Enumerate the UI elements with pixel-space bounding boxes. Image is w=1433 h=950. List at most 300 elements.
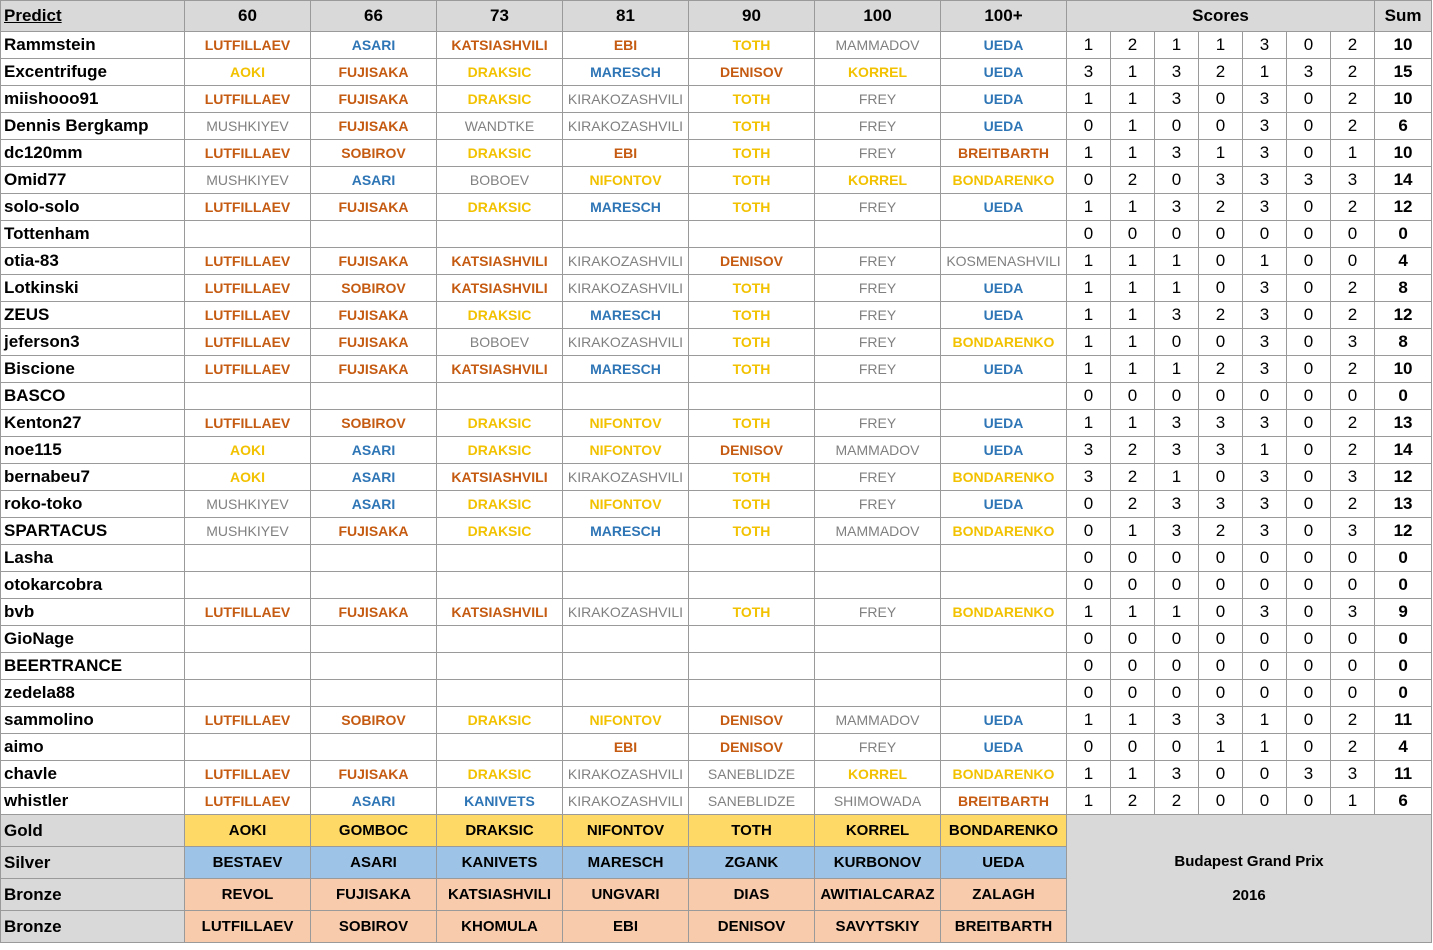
prediction-cell: DENISOV <box>689 734 815 761</box>
sum-cell: 0 <box>1375 383 1432 410</box>
prediction-cell <box>185 545 311 572</box>
table-row <box>1 653 1432 680</box>
score-cell: 1 <box>1067 86 1111 113</box>
player-name: Omid77 <box>1 167 185 194</box>
prediction-cell: NIFONTOV <box>563 167 689 194</box>
score-cell: 0 <box>1287 599 1331 626</box>
prediction-cell: KATSIASHVILI <box>437 248 563 275</box>
score-cell: 0 <box>1067 491 1111 518</box>
prediction-cell: UEDA <box>941 707 1067 734</box>
score-cell: 1 <box>1111 248 1155 275</box>
prediction-cell: KORREL <box>815 167 941 194</box>
prediction-cell <box>311 653 437 680</box>
prediction-cell <box>941 221 1067 248</box>
prediction-cell: KANIVETS <box>437 788 563 815</box>
score-cell: 0 <box>1331 653 1375 680</box>
score-cell: 1 <box>1199 734 1243 761</box>
score-cell: 0 <box>1287 410 1331 437</box>
prediction-cell: DRAKSIC <box>437 707 563 734</box>
sum-cell: 6 <box>1375 788 1432 815</box>
player-name: noe115 <box>1 437 185 464</box>
score-cell: 1 <box>1243 707 1287 734</box>
score-cell: 2 <box>1331 59 1375 86</box>
prediction-cell: DRAKSIC <box>437 761 563 788</box>
score-cell: 1 <box>1155 32 1199 59</box>
prediction-cell <box>563 653 689 680</box>
prediction-cell: KIRAKOZASHVILI <box>563 599 689 626</box>
score-cell: 0 <box>1287 86 1331 113</box>
sum-cell: 12 <box>1375 518 1432 545</box>
sum-cell: 0 <box>1375 626 1432 653</box>
prediction-cell <box>185 221 311 248</box>
score-cell: 1 <box>1067 329 1111 356</box>
table-row <box>1 761 1432 788</box>
score-cell: 0 <box>1331 221 1375 248</box>
score-cell: 0 <box>1155 383 1199 410</box>
player-name: BASCO <box>1 383 185 410</box>
prediction-cell: TOTH <box>689 518 815 545</box>
prediction-cell: FUJISAKA <box>311 59 437 86</box>
score-cell: 0 <box>1287 329 1331 356</box>
score-cell: 1 <box>1067 275 1111 302</box>
player-name: ZEUS <box>1 302 185 329</box>
prediction-cell: EBI <box>563 32 689 59</box>
score-cell: 0 <box>1243 572 1287 599</box>
table-row <box>1 599 1432 626</box>
score-cell: 0 <box>1199 626 1243 653</box>
prediction-cell <box>815 545 941 572</box>
prediction-cell <box>815 626 941 653</box>
score-cell: 0 <box>1155 221 1199 248</box>
table-row <box>1 410 1432 437</box>
sum-cell: 0 <box>1375 653 1432 680</box>
prediction-cell: BOBOEV <box>437 329 563 356</box>
score-cell: 0 <box>1287 518 1331 545</box>
prediction-cell <box>689 572 815 599</box>
score-cell: 1 <box>1199 32 1243 59</box>
score-cell: 0 <box>1331 248 1375 275</box>
score-cell: 0 <box>1199 113 1243 140</box>
score-cell: 0 <box>1111 626 1155 653</box>
prediction-cell: FREY <box>815 410 941 437</box>
prediction-cell: BONDARENKO <box>941 761 1067 788</box>
score-cell: 0 <box>1243 626 1287 653</box>
player-name: BEERTRANCE <box>1 653 185 680</box>
prediction-cell: FREY <box>815 356 941 383</box>
prediction-cell <box>437 383 563 410</box>
prediction-cell: FREY <box>815 302 941 329</box>
sum-cell: 10 <box>1375 86 1432 113</box>
prediction-cell: FREY <box>815 275 941 302</box>
prediction-cell: AOKI <box>185 437 311 464</box>
player-name: roko-toko <box>1 491 185 518</box>
score-cell: 3 <box>1331 518 1375 545</box>
prediction-cell <box>563 383 689 410</box>
score-cell: 3 <box>1155 59 1199 86</box>
score-cell: 2 <box>1199 302 1243 329</box>
table-row <box>1 680 1432 707</box>
result-row-gold <box>1 815 1432 847</box>
score-cell: 2 <box>1331 734 1375 761</box>
prediction-cell: KATSIASHVILI <box>437 32 563 59</box>
medal-winner-cell: UEDA <box>941 847 1067 879</box>
prediction-cell <box>815 572 941 599</box>
score-cell: 1 <box>1243 437 1287 464</box>
table-row <box>1 302 1432 329</box>
player-name: aimo <box>1 734 185 761</box>
prediction-cell: FUJISAKA <box>311 599 437 626</box>
score-cell: 1 <box>1111 410 1155 437</box>
score-cell: 3 <box>1155 86 1199 113</box>
sum-cell: 0 <box>1375 680 1432 707</box>
score-cell: 0 <box>1155 734 1199 761</box>
sum-cell: 8 <box>1375 329 1432 356</box>
score-cell: 0 <box>1199 464 1243 491</box>
prediction-cell: KORREL <box>815 59 941 86</box>
medal-winner-cell: AOKI <box>185 815 311 847</box>
score-cell: 3 <box>1155 302 1199 329</box>
score-cell: 2 <box>1331 194 1375 221</box>
score-cell: 0 <box>1331 572 1375 599</box>
prediction-cell: FREY <box>815 599 941 626</box>
score-cell: 1 <box>1067 410 1111 437</box>
player-name: whistler <box>1 788 185 815</box>
event-title <box>1067 815 1432 943</box>
sum-cell: 0 <box>1375 572 1432 599</box>
score-cell: 0 <box>1287 491 1331 518</box>
score-cell: 0 <box>1287 275 1331 302</box>
prediction-cell <box>563 572 689 599</box>
prediction-cell: BREITBARTH <box>941 788 1067 815</box>
score-cell: 3 <box>1155 140 1199 167</box>
prediction-cell: MAMMADOV <box>815 518 941 545</box>
medal-winner-cell: MARESCH <box>563 847 689 879</box>
medal-winner-cell: REVOL <box>185 879 311 911</box>
table-row <box>1 572 1432 599</box>
score-cell: 3 <box>1287 59 1331 86</box>
score-cell: 3 <box>1243 518 1287 545</box>
score-cell: 3 <box>1287 761 1331 788</box>
score-cell: 2 <box>1331 113 1375 140</box>
medal-winner-cell: KURBONOV <box>815 847 941 879</box>
prediction-cell: FREY <box>815 194 941 221</box>
prediction-cell: KOSMENASHVILI <box>941 248 1067 275</box>
prediction-cell: DRAKSIC <box>437 302 563 329</box>
prediction-cell <box>311 572 437 599</box>
prediction-cell <box>437 545 563 572</box>
score-cell: 3 <box>1067 437 1111 464</box>
prediction-cell: FUJISAKA <box>311 302 437 329</box>
score-cell: 0 <box>1287 194 1331 221</box>
score-cell: 0 <box>1199 221 1243 248</box>
prediction-cell <box>689 383 815 410</box>
score-cell: 3 <box>1243 113 1287 140</box>
prediction-cell: DENISOV <box>689 437 815 464</box>
score-cell: 2 <box>1199 356 1243 383</box>
prediction-cell <box>437 221 563 248</box>
medal-winner-cell: DRAKSIC <box>437 815 563 847</box>
prediction-cell: KATSIASHVILI <box>437 356 563 383</box>
prediction-cell: UEDA <box>941 491 1067 518</box>
score-cell: 3 <box>1199 707 1243 734</box>
prediction-cell: TOTH <box>689 32 815 59</box>
prediction-cell: KIRAKOZASHVILI <box>563 248 689 275</box>
medal-winner-cell: DENISOV <box>689 911 815 943</box>
prediction-cell: UEDA <box>941 113 1067 140</box>
score-cell: 3 <box>1243 410 1287 437</box>
prediction-cell: UEDA <box>941 437 1067 464</box>
score-cell: 1 <box>1067 761 1111 788</box>
prediction-cell: TOTH <box>689 113 815 140</box>
prediction-cell: FREY <box>815 491 941 518</box>
score-cell: 1 <box>1155 275 1199 302</box>
prediction-cell: FREY <box>815 86 941 113</box>
score-cell: 0 <box>1067 680 1111 707</box>
player-name: bernabeu7 <box>1 464 185 491</box>
sum-cell: 12 <box>1375 464 1432 491</box>
score-cell: 3 <box>1199 410 1243 437</box>
prediction-cell: MARESCH <box>563 302 689 329</box>
score-cell: 2 <box>1111 788 1155 815</box>
player-name: bvb <box>1 599 185 626</box>
prediction-cell: MUSHKIYEV <box>185 491 311 518</box>
score-cell: 1 <box>1111 86 1155 113</box>
medal-winner-cell: KHOMULA <box>437 911 563 943</box>
prediction-cell: TOTH <box>689 329 815 356</box>
score-cell: 0 <box>1199 329 1243 356</box>
score-cell: 1 <box>1243 59 1287 86</box>
score-cell: 0 <box>1287 302 1331 329</box>
predictions-body <box>1 32 1432 815</box>
weight-header: 60 <box>185 1 311 32</box>
score-cell: 1 <box>1111 275 1155 302</box>
prediction-cell <box>815 680 941 707</box>
score-cell: 1 <box>1243 734 1287 761</box>
score-cell: 0 <box>1331 383 1375 410</box>
score-cell: 0 <box>1199 572 1243 599</box>
score-cell: 0 <box>1243 788 1287 815</box>
prediction-cell: BONDARENKO <box>941 464 1067 491</box>
prediction-cell: TOTH <box>689 194 815 221</box>
prediction-cell <box>185 653 311 680</box>
score-cell: 1 <box>1243 248 1287 275</box>
score-cell: 0 <box>1111 221 1155 248</box>
score-cell: 1 <box>1067 32 1111 59</box>
score-cell: 1 <box>1111 194 1155 221</box>
score-cell: 0 <box>1111 572 1155 599</box>
score-cell: 3 <box>1243 140 1287 167</box>
table-row <box>1 437 1432 464</box>
prediction-cell: LUTFILLAEV <box>185 302 311 329</box>
score-cell: 0 <box>1155 113 1199 140</box>
player-name: Lasha <box>1 545 185 572</box>
table-row <box>1 491 1432 518</box>
prediction-cell: BONDARENKO <box>941 167 1067 194</box>
score-cell: 2 <box>1111 464 1155 491</box>
prediction-cell <box>563 221 689 248</box>
prediction-cell: SOBIROV <box>311 275 437 302</box>
score-cell: 1 <box>1111 113 1155 140</box>
score-cell: 0 <box>1287 356 1331 383</box>
prediction-cell: TOTH <box>689 140 815 167</box>
score-cell: 0 <box>1243 680 1287 707</box>
medal-winner-cell: ZGANK <box>689 847 815 879</box>
prediction-cell: AOKI <box>185 464 311 491</box>
score-cell: 0 <box>1155 167 1199 194</box>
score-cell: 0 <box>1287 626 1331 653</box>
table-row <box>1 194 1432 221</box>
score-cell: 3 <box>1331 329 1375 356</box>
score-cell: 1 <box>1067 356 1111 383</box>
weight-header: 66 <box>311 1 437 32</box>
score-cell: 1 <box>1155 464 1199 491</box>
score-cell: 0 <box>1155 572 1199 599</box>
prediction-cell: FUJISAKA <box>311 194 437 221</box>
medal-winner-cell: AWITIALCARAZ <box>815 879 941 911</box>
prediction-cell: TOTH <box>689 167 815 194</box>
score-cell: 0 <box>1243 761 1287 788</box>
score-cell: 3 <box>1243 275 1287 302</box>
prediction-cell <box>941 545 1067 572</box>
sum-cell: 8 <box>1375 275 1432 302</box>
score-cell: 0 <box>1067 626 1111 653</box>
prediction-cell: LUTFILLAEV <box>185 275 311 302</box>
player-name: miishooo91 <box>1 86 185 113</box>
score-cell: 3 <box>1155 437 1199 464</box>
sum-cell: 0 <box>1375 221 1432 248</box>
player-name: jeferson3 <box>1 329 185 356</box>
prediction-cell <box>941 626 1067 653</box>
prediction-cell: DENISOV <box>689 59 815 86</box>
score-cell: 3 <box>1155 761 1199 788</box>
prediction-cell: MARESCH <box>563 518 689 545</box>
prediction-cell: DRAKSIC <box>437 194 563 221</box>
score-cell: 3 <box>1331 167 1375 194</box>
prediction-cell: MUSHKIYEV <box>185 518 311 545</box>
score-cell: 3 <box>1243 329 1287 356</box>
prediction-cell: KIRAKOZASHVILI <box>563 329 689 356</box>
score-cell: 3 <box>1155 707 1199 734</box>
event-name: Budapest Grand Prix <box>1174 852 1324 870</box>
score-cell: 3 <box>1067 464 1111 491</box>
prediction-cell: MARESCH <box>563 356 689 383</box>
score-cell: 1 <box>1067 599 1111 626</box>
medal-winner-cell: SOBIROV <box>311 911 437 943</box>
score-cell: 0 <box>1155 680 1199 707</box>
prediction-cell: KIRAKOZASHVILI <box>563 464 689 491</box>
score-cell: 0 <box>1067 572 1111 599</box>
score-cell: 0 <box>1155 626 1199 653</box>
prediction-cell: LUTFILLAEV <box>185 32 311 59</box>
medal-winner-cell: DIAS <box>689 879 815 911</box>
prediction-cell: TOTH <box>689 464 815 491</box>
score-cell: 3 <box>1243 599 1287 626</box>
prediction-cell: LUTFILLAEV <box>185 410 311 437</box>
prediction-cell: BREITBARTH <box>941 140 1067 167</box>
medal-winner-cell: KATSIASHVILI <box>437 879 563 911</box>
score-cell: 0 <box>1199 86 1243 113</box>
prediction-cell <box>563 545 689 572</box>
score-cell: 0 <box>1199 545 1243 572</box>
score-cell: 2 <box>1331 86 1375 113</box>
score-cell: 1 <box>1067 302 1111 329</box>
sum-cell: 12 <box>1375 302 1432 329</box>
score-cell: 0 <box>1155 545 1199 572</box>
prediction-cell: FUJISAKA <box>311 356 437 383</box>
score-cell: 3 <box>1243 167 1287 194</box>
prediction-cell <box>437 653 563 680</box>
sum-cell: 11 <box>1375 707 1432 734</box>
score-cell: 2 <box>1199 59 1243 86</box>
prediction-cell: SANEBLIDZE <box>689 761 815 788</box>
score-cell: 1 <box>1111 302 1155 329</box>
score-cell: 0 <box>1199 761 1243 788</box>
table-row <box>1 626 1432 653</box>
table-row <box>1 518 1432 545</box>
score-cell: 0 <box>1243 545 1287 572</box>
prediction-cell: MARESCH <box>563 59 689 86</box>
prediction-cell: FREY <box>815 464 941 491</box>
prediction-cell <box>689 221 815 248</box>
prediction-cell: UEDA <box>941 32 1067 59</box>
prediction-cell: UEDA <box>941 194 1067 221</box>
score-cell: 3 <box>1155 194 1199 221</box>
medal-winner-cell: KANIVETS <box>437 847 563 879</box>
prediction-cell: LUTFILLAEV <box>185 140 311 167</box>
prediction-cell <box>815 383 941 410</box>
medal-winner-cell: EBI <box>563 911 689 943</box>
prediction-cell: UEDA <box>941 410 1067 437</box>
score-cell: 0 <box>1111 545 1155 572</box>
table-row <box>1 248 1432 275</box>
medal-label: Silver <box>1 847 185 879</box>
score-cell: 0 <box>1111 734 1155 761</box>
score-cell: 1 <box>1067 788 1111 815</box>
score-cell: 3 <box>1243 32 1287 59</box>
prediction-cell: UEDA <box>941 734 1067 761</box>
player-name: Dennis Bergkamp <box>1 113 185 140</box>
prediction-cell: DRAKSIC <box>437 437 563 464</box>
prediction-cell: TOTH <box>689 275 815 302</box>
score-cell: 0 <box>1243 221 1287 248</box>
prediction-cell <box>311 734 437 761</box>
prediction-cell <box>311 221 437 248</box>
score-cell: 0 <box>1287 437 1331 464</box>
prediction-cell: UEDA <box>941 302 1067 329</box>
player-name: zedela88 <box>1 680 185 707</box>
prediction-cell <box>941 653 1067 680</box>
table-row <box>1 59 1432 86</box>
score-cell: 0 <box>1067 113 1111 140</box>
score-cell: 2 <box>1331 437 1375 464</box>
score-cell: 2 <box>1155 788 1199 815</box>
score-cell: 0 <box>1287 680 1331 707</box>
player-name: solo-solo <box>1 194 185 221</box>
sum-cell: 10 <box>1375 32 1432 59</box>
score-cell: 3 <box>1331 599 1375 626</box>
prediction-cell <box>185 680 311 707</box>
score-cell: 0 <box>1067 518 1111 545</box>
prediction-cell: SOBIROV <box>311 707 437 734</box>
score-cell: 0 <box>1199 680 1243 707</box>
prediction-cell: ASARI <box>311 32 437 59</box>
prediction-cell: FREY <box>815 113 941 140</box>
score-cell: 1 <box>1067 194 1111 221</box>
score-cell: 2 <box>1331 302 1375 329</box>
score-cell: 2 <box>1111 32 1155 59</box>
prediction-cell: BONDARENKO <box>941 599 1067 626</box>
table-row <box>1 545 1432 572</box>
